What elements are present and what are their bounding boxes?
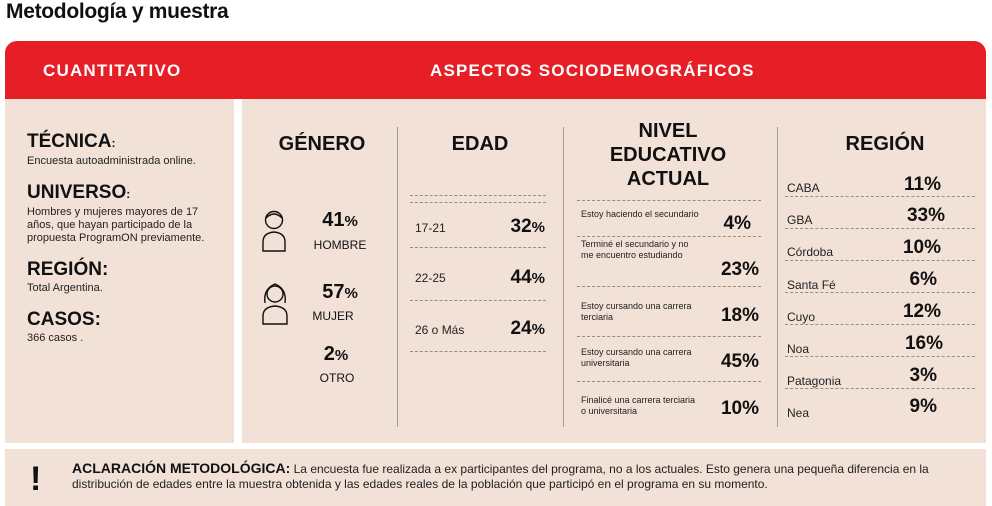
divider (410, 300, 546, 301)
edu-value: 23% (720, 259, 759, 280)
casos-label: CASOS: (27, 309, 101, 330)
region-value: 9% (909, 396, 937, 417)
region-name: Nea (787, 406, 810, 420)
divider (777, 127, 778, 427)
region-value: 3% (909, 365, 937, 386)
edu-option-text: Estoy haciendo el secundario (581, 209, 699, 219)
tecnica-label: TÉCNICA (27, 131, 112, 152)
header-aspectos: ASPECTOS SOCIODEMOGRÁFICOS (430, 61, 755, 80)
region-value: 11% (904, 174, 941, 195)
note-separator (5, 443, 986, 449)
quantitative-column (27, 131, 227, 345)
divider (785, 388, 975, 389)
header-cuantitativo: CUANTITATIVO (43, 61, 182, 80)
man-icon (260, 208, 288, 252)
educativo-title: NIVEL EDUCATIVO ACTUAL (609, 120, 727, 190)
age-range-label: 22-25 (415, 271, 446, 285)
edu-value: 45% (720, 351, 759, 372)
divider (577, 286, 761, 287)
region-label: REGIÓN: (27, 259, 109, 280)
region-name: Patagonia (787, 374, 842, 388)
edu-option-text: Finalicé una carrera terciaria o universitaria (581, 395, 696, 416)
region-title: REGIÓN (845, 133, 925, 155)
exclamation-icon: ! (30, 460, 42, 498)
universo-label: UNIVERSO (27, 182, 127, 203)
gender-mujer-label: MUJER (312, 309, 354, 323)
region-value: 33% (906, 205, 945, 226)
casos-text: 366 casos . (27, 332, 84, 344)
region-name: Santa Fé (787, 278, 836, 292)
region-name: Córdoba (787, 245, 834, 259)
methodology-panel (5, 41, 986, 443)
tecnica-block (27, 131, 227, 168)
age-value: 32% (510, 216, 545, 237)
divider (577, 200, 761, 201)
note-text (72, 461, 972, 492)
casos-block (27, 309, 227, 345)
divider (785, 324, 975, 325)
divider (410, 202, 546, 203)
region-text: Total Argentina. (27, 282, 103, 294)
divider (563, 127, 564, 427)
divider (397, 127, 398, 427)
note-title: ACLARACIÓN METODOLÓGICA: (72, 460, 291, 476)
divider (785, 196, 975, 197)
edu-option-text: Estoy cursando una carrera universitaria (581, 347, 692, 368)
gender-otro-label: OTRO (319, 371, 355, 385)
divider (410, 351, 546, 352)
region-value: 10% (902, 237, 941, 258)
region-block (27, 259, 227, 295)
header-bar (5, 41, 986, 99)
age-range-label: 26 o Más (415, 323, 465, 337)
tecnica-text: Encuesta autoadministrada online. (27, 155, 196, 167)
edu-value: 4% (723, 213, 751, 234)
universo-text: Hombres y mujeres mayores de 17 años, que hayan participado de la propuesta ProgramON previamente. (27, 206, 205, 244)
divider (785, 260, 975, 261)
page-title: Metodología y muestra (6, 0, 229, 23)
universo-block (27, 182, 227, 245)
woman-icon (260, 281, 290, 325)
divider (577, 336, 761, 337)
gender-hombre-value: 41% (322, 209, 358, 231)
region-name: GBA (787, 213, 813, 227)
genero-title: GÉNERO (278, 133, 366, 155)
divider (785, 356, 975, 357)
gender-otro-value: 2% (323, 343, 349, 365)
region-value: 12% (902, 301, 941, 322)
age-value: 44% (510, 267, 545, 288)
divider (577, 381, 761, 382)
divider (410, 195, 546, 196)
edu-option-text: Estoy cursando una carrera terciaria (581, 301, 692, 322)
region-name: CABA (787, 181, 820, 195)
edu-value: 10% (720, 398, 759, 419)
region-value: 6% (909, 269, 937, 290)
age-value: 24% (510, 318, 545, 339)
universo-colon: : (126, 187, 131, 201)
edu-value: 18% (720, 305, 759, 326)
divider (577, 236, 761, 237)
note-body: La encuesta fue realizada a ex participantes del programa, no a los actuales. Esto genera una pequeña diferencia en la distribución de edades entre la muestra obtenida y las edades reales de la población que participó en el programa en su momento. (72, 462, 929, 491)
gender-hombre-label: HOMBRE (313, 238, 367, 252)
region-name: Noa (787, 342, 810, 356)
age-range-label: 17-21 (415, 221, 446, 235)
tecnica-colon: : (111, 136, 116, 150)
divider (785, 228, 975, 229)
gender-mujer-value: 57% (322, 281, 358, 303)
region-value: 16% (904, 333, 943, 354)
column-separator (234, 99, 242, 443)
edu-option-text: Terminé el secundario y no me encuentro estudiando (581, 239, 689, 260)
edad-title: EDAD (451, 133, 509, 155)
region-name: Cuyo (787, 310, 816, 324)
divider (410, 247, 546, 248)
divider (785, 292, 975, 293)
